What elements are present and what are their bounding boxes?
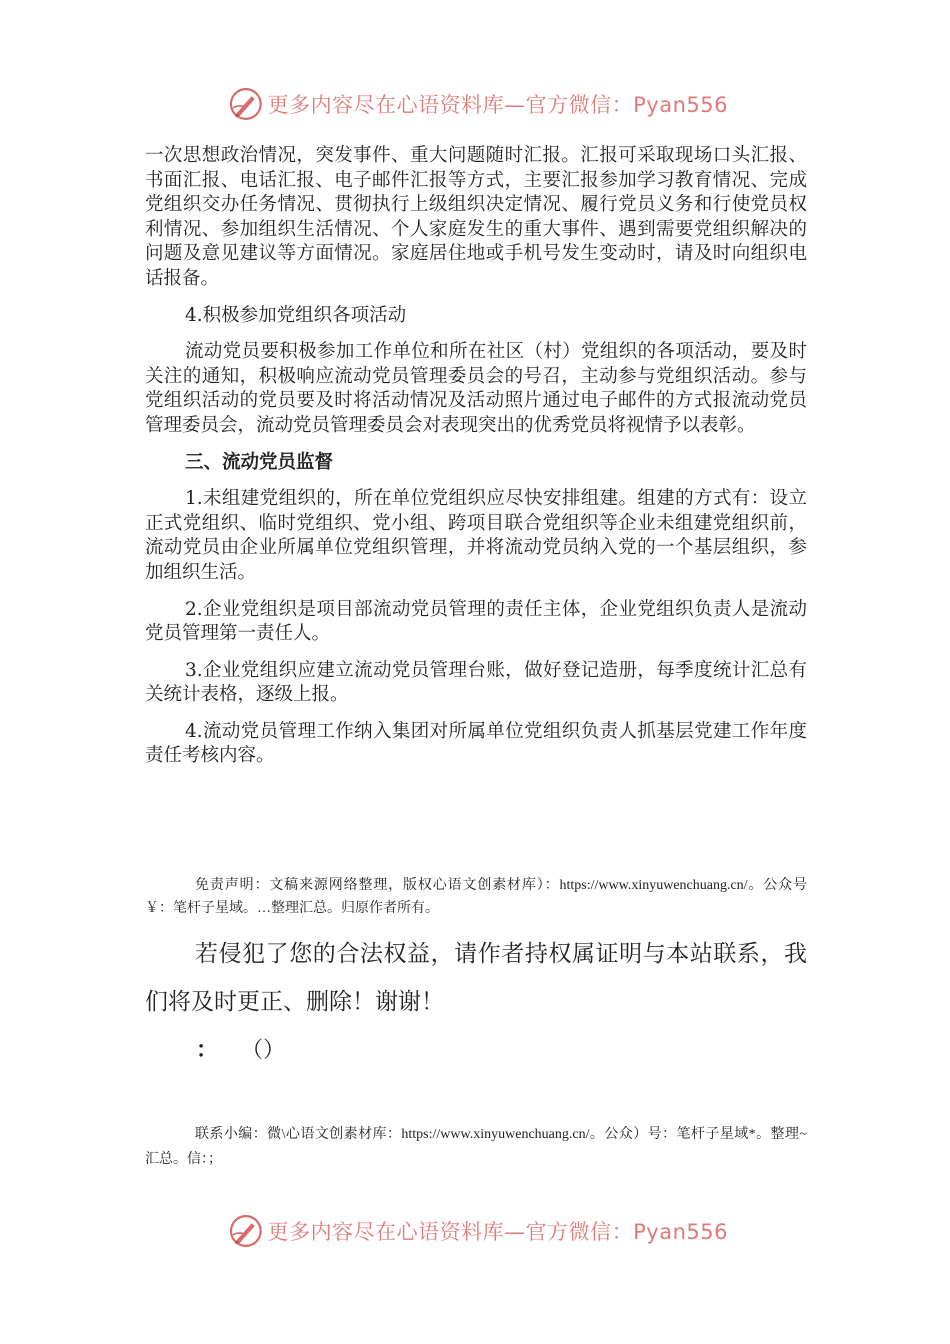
disclaimer-text: 免责声明：文稿来源网络整理，版权心语文创素材库）：https://www.xinyuwenchuang.cn/。公众号￥：笔杆子星域。…整理汇总。归原作者所有。 xyxy=(145,878,807,916)
empty-field-line xyxy=(196,1033,285,1064)
contact-text: 联系小编：微\心语文创素材库：https://www.xinyuwenchuang.cn/。公众）号：笔杆子星域*。整理~汇总。信：； xyxy=(145,1127,807,1167)
header-banner xyxy=(228,84,728,124)
pen-logo-icon xyxy=(228,1213,264,1249)
disclaimer xyxy=(145,874,807,920)
paragraph-activities: 流动党员要积极参加工作单位和所在社区（村）党组织的各项活动，要及时关注的通知，积极响应流动党员管理委员会的号召，主动参与党组织活动。参与党组织活动的党员要及时将活动情况及活动照片通过电子邮件的方式报流动党员管理委员会，流动党员管理委员会对表现突出的优秀党员将视情予以表彰。 xyxy=(145,341,807,436)
section3-heading: 三、流动党员监督 xyxy=(185,451,334,473)
section3-item-4: 4.流动党员管理工作纳入集团对所属单位党组织负责人抓基层党建工作年度责任考核内容。 xyxy=(145,720,807,767)
notice-text: 若侵犯了您的合法权益，请作者持权属证明与本站联系，我们将及时更正、删除！谢谢！ xyxy=(145,941,807,1015)
banner-text: 更多内容尽在心语资料库—官方微信：Pyan556 xyxy=(267,93,728,117)
empty-parens: （） xyxy=(252,1038,286,1063)
document-body xyxy=(145,144,807,769)
banner-text: 更多内容尽在心语资料库—官方微信：Pyan556 xyxy=(267,1220,728,1244)
copyright-notice xyxy=(145,930,807,1026)
colon-mark: ： xyxy=(196,1037,219,1063)
section3-item-3: 3.企业党组织应建立流动党员管理台账，做好登记造册，每季度统计汇总有关统计表格，逐级上报。 xyxy=(145,659,807,706)
paragraph-reporting: 一次思想政治情况，突发事件、重大问题随时汇报。汇报可采取现场口头汇报、书面汇报、电话汇报、电子邮件汇报等方式，主要汇报参加学习教育情况、完成党组织交办任务情况、贯彻执行上级组织决定情况、履行党员义务和行使党员权利情况、参加组织生活情况、个人家庭发生的重大事件、遇到需要党组织解决的问题及意见建议等方面情况。家庭居住地或手机号发生变动时，请及时向组织电话报备。 xyxy=(145,145,807,289)
section3-item-2: 2.企业党组织是项目部流动党员管理的责任主体，企业党组织负责人是流动党员管理第一责任人。 xyxy=(145,598,807,645)
contact-info xyxy=(145,1122,807,1172)
section3-item-1: 1.未组建党组织的，所在单位党组织应尽快安排组建。组建的方式有：设立正式党组织、临时党组织、党小组、跨项目联合党组织等企业未组建党组织前，流动党员由企业所属单位党组织管理，并将流动党员纳入党的一个基层组织，参加组织生活。 xyxy=(145,488,807,583)
footer-banner xyxy=(228,1211,728,1251)
item4-title: 4.积极参加党组织各项活动 xyxy=(185,304,407,326)
pen-logo-icon xyxy=(228,86,264,122)
